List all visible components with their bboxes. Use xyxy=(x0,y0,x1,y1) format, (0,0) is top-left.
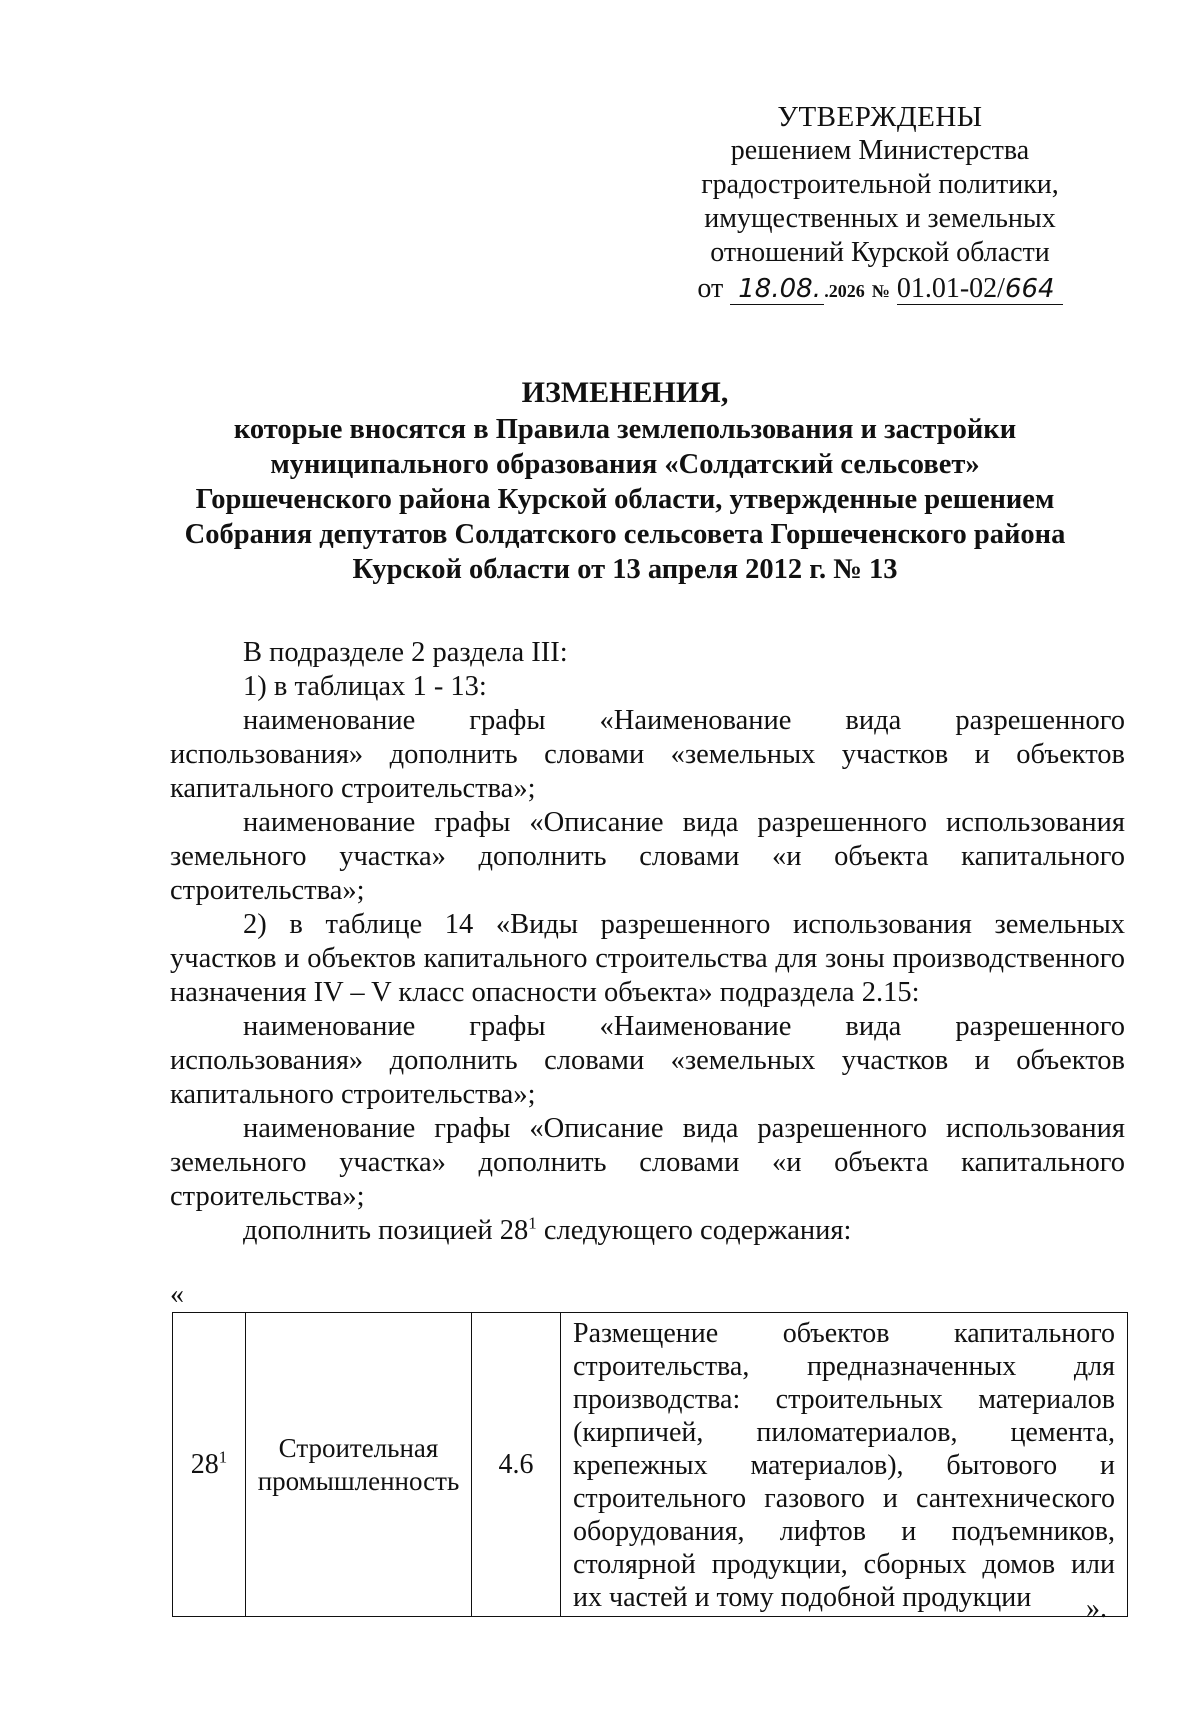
approval-line: отношений Курской области xyxy=(710,237,1050,268)
superscript: 1 xyxy=(218,1447,228,1467)
title-line: Собрания депутатов Солдатского сельсовета Горшеченского района xyxy=(184,519,1066,550)
paragraph-section: В подразделе 2 раздела III: xyxy=(243,637,568,668)
approval-heading: УТВЕРЖДЕНЫ xyxy=(777,101,983,133)
superscript: 1 xyxy=(528,1213,537,1233)
title-line: Курской области от 13 апреля 2012 г. № 13 xyxy=(352,554,898,585)
approval-block xyxy=(600,100,1160,308)
title-line: Горшеченского района Курской области, утвержденные решением xyxy=(195,484,1055,515)
position-number: 28 xyxy=(190,1449,219,1480)
table-row xyxy=(173,1313,1128,1617)
title-line: муниципального образования «Солдатский сельсовет» xyxy=(270,449,980,480)
closing-quote: ». xyxy=(1086,1593,1107,1624)
handwritten-date: 18.08. xyxy=(730,274,824,305)
addition-text-end: следующего содержания: xyxy=(536,1215,852,1246)
cell-use-code: 4.6 xyxy=(472,1313,561,1617)
approval-date-line xyxy=(600,272,1160,308)
document-number xyxy=(897,273,1063,305)
title-line: которые вносятся в Правила землепользования и застройки xyxy=(233,414,1017,445)
addition-text: дополнить позицией 28 xyxy=(243,1215,529,1246)
inserted-table xyxy=(172,1312,1128,1617)
cell-use-description: Размещение объектов капитального строительства, предназначенных для производства: строительных материалов (кирпичей, пиломатериалов, цемента, крепежных материалов), бытового и строительного газового и сантехнического оборудования, лифтов и подъемников, столярной продукции, сборных домов или их частей и тому подобной продукции xyxy=(561,1313,1128,1617)
opening-quote: « xyxy=(170,1279,184,1310)
paragraph: наименование графы «Описание вида разрешенного использования земельного участка» дополнить словами «и объекта капитального строительства»; xyxy=(170,807,1125,906)
date-year: .2026 xyxy=(824,281,865,301)
paragraph: наименование графы «Описание вида разрешенного использования земельного участка» дополнить словами «и объекта капитального строительства»; xyxy=(170,1113,1125,1212)
paragraph-item-2: 2) в таблице 14 «Виды разрешенного использования земельных участков и объектов капитального строительства для зоны производственного назначения IV – V класс опасности объекта» подраздела 2.15: xyxy=(170,909,1125,1008)
approval-line: решением Министерства xyxy=(730,135,1030,166)
approval-line: имущественных и земельных xyxy=(704,203,1056,234)
paragraph: наименование графы «Наименование вида разрешенного использования» дополнить словами «земельных участков и объектов капитального строительства»; xyxy=(170,1011,1125,1110)
date-prefix: от xyxy=(697,273,724,304)
paragraph-item-1: 1) в таблицах 1 - 13: xyxy=(243,671,487,702)
handwritten-number: 664 xyxy=(1004,274,1055,304)
cell-position-number xyxy=(173,1313,246,1617)
paragraph-addition xyxy=(170,1214,1125,1248)
paragraph: наименование графы «Наименование вида разрешенного использования» дополнить словами «земельных участков и объектов капитального строительства»; xyxy=(170,705,1125,804)
number-printed: 01.01-02/ xyxy=(896,273,1005,304)
document-title xyxy=(150,375,1100,587)
document-body xyxy=(170,636,1125,1248)
approval-line: градостроительной политики, xyxy=(701,169,1059,200)
title-main: ИЗМЕНЕНИЯ, xyxy=(521,376,729,409)
number-prefix: № xyxy=(871,281,890,301)
cell-use-name: Строительная промышленность xyxy=(246,1313,472,1617)
